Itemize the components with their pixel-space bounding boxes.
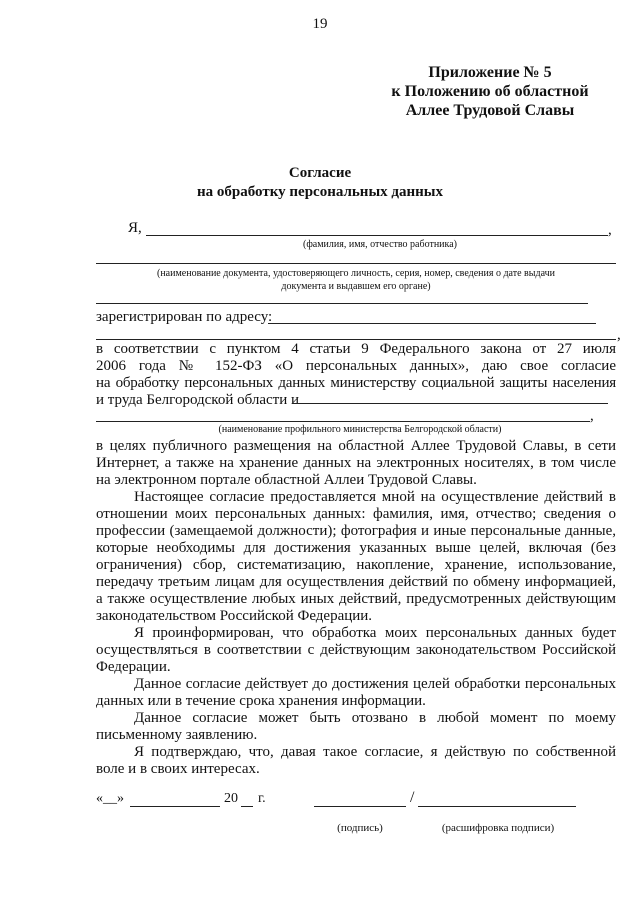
name-caption: (фамилия, имя, отчество работника)	[302, 239, 457, 250]
signature-caption: (подпись)	[337, 822, 383, 834]
consent-line-3: на обработку персональных данных министерству социальной защиты населения	[96, 375, 616, 391]
date-year-prefix: 20	[224, 791, 238, 806]
signature-line[interactable]	[314, 806, 406, 807]
page-number: 19	[312, 16, 328, 32]
consent-line-4: и труда Белгородской области и	[96, 392, 300, 408]
document-body	[96, 438, 616, 778]
date-day-quote: «__»	[96, 791, 124, 806]
paragraph-scope: Настоящее согласие предоставляется мной на осуществление действий в отношении моих персональных данных: фамилия, имя, отчество; сведения о профессии (замещаемой должности); фотография и иные персональные данные, которые необходимы для достижения указанных выше целей, включая (без ограничения) сбор, систематизацию, накопление, хранение, использование, передачу третьим лицам для осуществления действий по обмену информацией, а также осуществление любых иных действий, предусмотренных действующим законодательством Российской Федерации.	[96, 489, 616, 624]
signature-decode-caption: (расшифровка подписи)	[441, 822, 555, 834]
address-field-line-1[interactable]	[96, 303, 588, 304]
date-year-line[interactable]	[241, 806, 253, 807]
title-line-1: Согласие	[288, 165, 352, 181]
paragraph-informed: Я проинформирован, что обработка моих персональных данных будет осуществляться в соответствии с действующим законодательством Российской Федерации.	[96, 625, 616, 675]
paragraph-consent	[96, 341, 616, 409]
name-field-comma: ,	[608, 222, 612, 238]
address-field-line-3[interactable]	[96, 339, 616, 340]
title-line-2: на обработку персональных данных	[197, 184, 443, 200]
id-document-caption-line-1: (наименование документа, удостоверяющего личность, серия, номер, сведения о дате выдачи	[156, 268, 555, 279]
date-year-suffix: г.	[258, 791, 266, 806]
consent-line-2: 2006 года № 152-ФЗ «О персональных данных», даю свое согласие	[96, 358, 616, 374]
id-document-caption	[96, 267, 616, 293]
paragraph-confirmation: Я подтверждаю, что, давая такое согласие, я действую по собственной воле и в своих интересах.	[96, 744, 616, 777]
appendix-line-2: к Положению об областной	[391, 83, 589, 100]
appendix-heading	[360, 63, 620, 120]
id-document-field-line[interactable]	[96, 263, 616, 264]
appendix-line-3: Аллее Трудовой Славы	[405, 102, 575, 119]
document-title	[0, 164, 640, 202]
consent-line-1: в соответствии с пунктом 4 статьи 9 Федерального закона от 27 июля	[96, 341, 616, 357]
address-field-line-2[interactable]	[268, 323, 596, 324]
paragraph-purpose: в целях публичного размещения на областной Аллее Трудовой Славы, в сети Интернет, а также на хранение данных на электронных носителях, в том числе на электронном портале областной Аллеи Трудовой Славы.	[96, 438, 616, 488]
ministry-comma: ,	[590, 408, 594, 424]
id-document-caption-line-2: документа и выдавшем его органе)	[281, 281, 431, 292]
ministry-field-line-1[interactable]	[292, 403, 608, 404]
name-field-line[interactable]	[146, 235, 608, 236]
paragraph-revocation: Данное согласие может быть отозвано в любой момент по моему письменному заявлению.	[96, 710, 616, 743]
i-label: Я,	[128, 220, 142, 236]
ministry-caption: (наименование профильного министерства Белгородской области)	[218, 424, 502, 435]
signature-slash: /	[410, 789, 415, 806]
date-month-line[interactable]	[130, 806, 220, 807]
signature-decode-line[interactable]	[418, 806, 576, 807]
address-label: зарегистрирован по адресу:	[96, 309, 273, 325]
appendix-line-1: Приложение № 5	[428, 64, 552, 81]
address-comma: ,	[617, 327, 621, 343]
paragraph-validity: Данное согласие действует до достижения целей обработки персональных данных или в течение срока хранения информации.	[96, 676, 616, 709]
ministry-field-line-2[interactable]	[96, 421, 590, 422]
